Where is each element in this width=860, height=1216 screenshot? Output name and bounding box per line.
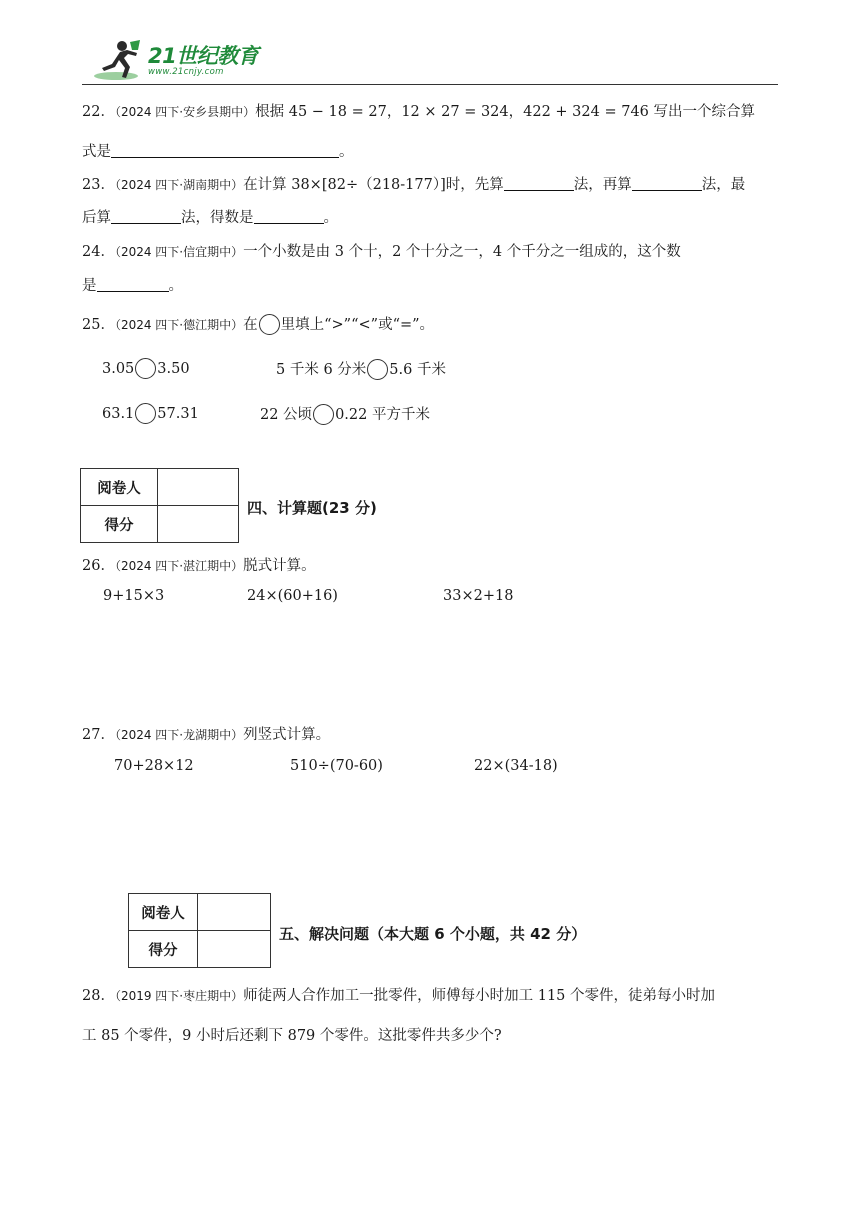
compare-item bbox=[102, 358, 190, 379]
question-number: 27． bbox=[82, 727, 115, 743]
question-number: 28． bbox=[82, 988, 115, 1004]
question-24-line2 bbox=[82, 274, 183, 295]
question-23-line1 bbox=[82, 173, 745, 194]
compare-circle bbox=[259, 314, 280, 335]
runner-logo-icon bbox=[92, 38, 144, 82]
answer-blank[interactable] bbox=[111, 209, 181, 224]
compare-item bbox=[102, 403, 199, 424]
question-text: 根据 45 − 18 = 27，12 × 27 = 324，422 + 324 = 746 写出一个综合算 bbox=[255, 104, 756, 120]
score-cell[interactable] bbox=[198, 931, 271, 968]
question-text: 在计算 38×[82÷（218-177）]时，先算 bbox=[243, 177, 504, 193]
compare-left: 3.05 bbox=[102, 361, 135, 377]
score-label: 得分 bbox=[129, 931, 198, 968]
compare-right: 0.22 平方千米 bbox=[335, 407, 430, 423]
logo-url: www.21cnjy.com bbox=[148, 67, 224, 77]
question-number: 24． bbox=[82, 244, 115, 260]
question-text: 是 bbox=[82, 278, 97, 294]
expression: 9+15×3 bbox=[103, 588, 165, 604]
compare-right: 57.31 bbox=[157, 406, 199, 422]
question-text: 式是 bbox=[82, 144, 111, 160]
question-23-line2 bbox=[82, 206, 338, 227]
reviewer-cell[interactable] bbox=[198, 894, 271, 931]
site-logo bbox=[92, 38, 262, 82]
question-source: （2024 四下·湛江期中） bbox=[114, 559, 244, 573]
question-24-line1 bbox=[82, 240, 681, 261]
question-text: 一个小数是由 3 个十，2 个十分之一，4 个千分之一组成的，这个数 bbox=[243, 244, 681, 260]
reviewer-cell[interactable] bbox=[158, 469, 239, 506]
question-text: 在 bbox=[243, 317, 258, 333]
question-28-line1 bbox=[82, 984, 715, 1005]
compare-left: 22 公顷 bbox=[260, 407, 313, 423]
question-text: 脱式计算。 bbox=[243, 558, 316, 574]
reviewer-label: 阅卷人 bbox=[129, 894, 198, 931]
question-text: 。 bbox=[339, 144, 354, 160]
question-text: 法，再算 bbox=[573, 177, 632, 193]
answer-blank[interactable] bbox=[97, 277, 169, 292]
compare-circle[interactable] bbox=[135, 403, 156, 424]
question-number: 26． bbox=[82, 558, 115, 574]
expression: 70+28×12 bbox=[114, 758, 194, 774]
score-box-section4 bbox=[80, 468, 239, 543]
question-source: （2024 四下·德江期中） bbox=[114, 318, 244, 332]
question-source: （2024 四下·龙湖期中） bbox=[114, 728, 244, 742]
section-4-title: 四、计算题(23 分) bbox=[247, 499, 377, 517]
question-22-line1 bbox=[82, 100, 755, 121]
question-26-line1 bbox=[82, 554, 316, 575]
compare-left: 5 千米 6 分米 bbox=[276, 362, 367, 378]
compare-item bbox=[276, 358, 446, 380]
compare-circle[interactable] bbox=[313, 404, 334, 425]
question-27-line1 bbox=[82, 723, 330, 744]
compare-right: 5.6 千米 bbox=[389, 362, 446, 378]
expression: 33×2+18 bbox=[443, 588, 514, 604]
answer-blank[interactable] bbox=[632, 176, 702, 191]
expression: 510÷(70-60) bbox=[290, 758, 383, 774]
question-source: （2024 四下·安乡县期中） bbox=[114, 105, 256, 119]
compare-item bbox=[260, 403, 430, 425]
question-text: 。 bbox=[323, 210, 338, 226]
question-22-line2 bbox=[82, 140, 354, 161]
question-text: 。 bbox=[168, 278, 183, 294]
expression: 22×(34-18) bbox=[474, 758, 558, 774]
compare-right: 3.50 bbox=[157, 361, 190, 377]
question-28-line2: 工 85 个零件，9 小时后还剩下 879 个零件。这批零件共多少个? bbox=[82, 1028, 502, 1044]
answer-blank[interactable] bbox=[504, 176, 574, 191]
question-number: 23． bbox=[82, 177, 115, 193]
question-source: （2019 四下·枣庄期中） bbox=[114, 989, 244, 1003]
question-source: （2024 四下·湖南期中） bbox=[114, 178, 244, 192]
score-box-section5 bbox=[128, 893, 271, 968]
question-text: 法，最 bbox=[701, 177, 746, 193]
logo-text: 21世纪教育 bbox=[148, 44, 259, 68]
question-number: 25． bbox=[82, 317, 115, 333]
question-number: 22． bbox=[82, 104, 115, 120]
compare-circle[interactable] bbox=[367, 359, 388, 380]
reviewer-label: 阅卷人 bbox=[81, 469, 158, 506]
question-text: 后算 bbox=[82, 210, 111, 226]
expression: 24×(60+16) bbox=[247, 588, 338, 604]
question-text: 里填上“>”“<”或“=”。 bbox=[280, 317, 435, 333]
question-25-line1 bbox=[82, 313, 434, 335]
answer-blank[interactable] bbox=[254, 209, 324, 224]
score-label: 得分 bbox=[81, 506, 158, 543]
header-divider bbox=[82, 84, 778, 85]
question-source: （2024 四下·信宜期中） bbox=[114, 245, 244, 259]
compare-left: 63.1 bbox=[102, 406, 135, 422]
question-text: 法，得数是 bbox=[181, 210, 254, 226]
answer-blank[interactable] bbox=[111, 143, 339, 158]
question-text: 列竖式计算。 bbox=[243, 727, 331, 743]
question-text: 师徒两人合作加工一批零件，师傅每小时加工 115 个零件，徒弟每小时加 bbox=[243, 988, 716, 1004]
score-cell[interactable] bbox=[158, 506, 239, 543]
section-5-title: 五、解决问题（本大题 6 个小题，共 42 分） bbox=[279, 925, 587, 943]
compare-circle[interactable] bbox=[135, 358, 156, 379]
